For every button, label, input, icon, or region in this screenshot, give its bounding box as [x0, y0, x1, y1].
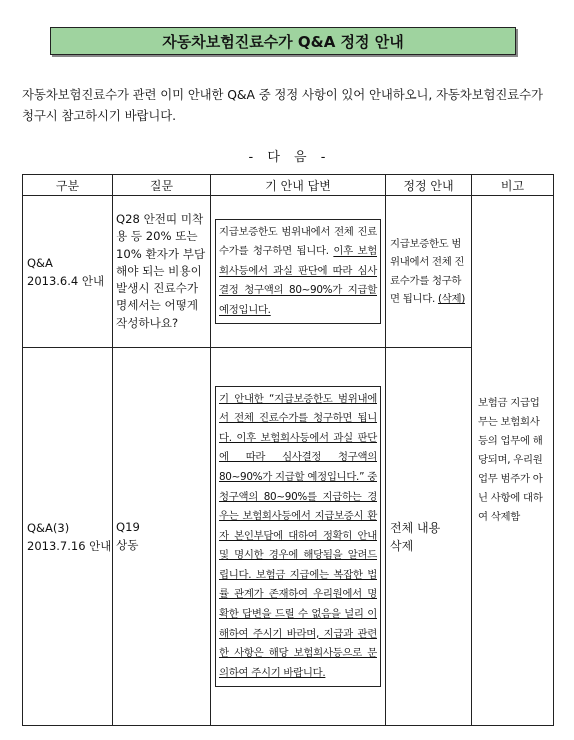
row2-correction-line2: 삭제: [390, 538, 414, 553]
row1-gubun-label: Q&A: [27, 255, 53, 270]
row1-correction: [386, 196, 472, 348]
row1-answer-box: [215, 219, 381, 325]
row1-gubun: [23, 196, 113, 348]
row2-gubun: [23, 348, 113, 726]
page-title: 자동차보험진료수가 Q&A 정정 안내: [50, 27, 516, 55]
row2-answer-box: 기 안내한 “지급보증한도 범위내에서 전체 진료수가를 청구하면 됩니다. 이후 보험회사등에서 과실 판단에 따라 심사결정 청구액의 80~90%가 지급할 예정입니다.” 중 청구액의 80~90%를 지급하는 경우는 보험회사등에서 지급보증시 환자 본인부담에 대하여 정확히 안내 및 명시한 경우에 해당됨을 알려드립니다. 보험금 지급에는 복잡한 법률 관계가 존재하여 우리원에서 명확한 답변을 드릴 수 없음을 널리 이해하여 주시기 바라며, 지급과 관련한 사항은 해당 보험회사등으로 문의하여 주시기 바랍니다.: [215, 386, 381, 688]
qa-correction-table: [22, 174, 554, 726]
header-question: 질문: [113, 175, 211, 196]
table-header-row: [23, 175, 554, 196]
row2-gubun-label: Q&A(3): [27, 520, 70, 535]
row1-question: Q28 안전띠 미착용 등 20% 또는 10% 환자가 부담해야 되는 비용이 발생시 진료수가 명세서는 어떻게 작성하나요?: [113, 196, 211, 348]
row2-gubun-date: 2013.7.16 안내: [27, 538, 112, 553]
row2-question: [113, 348, 211, 726]
row1-answer-underlined: 이후 보험회사등에서 과실 판단에 따라 심사결정 청구액의 80~90%가 지급할 예정입니다.: [219, 245, 377, 316]
row2-question-number: Q19: [116, 520, 140, 535]
header-gubun: 구분: [23, 175, 113, 196]
header-prior-answer: 기 안내 답변: [211, 175, 386, 196]
header-correction: 정정 안내: [386, 175, 472, 196]
table-row: [23, 196, 554, 348]
intro-paragraph: 자동차보험진료수가 관련 이미 안내한 Q&A 중 정정 사항이 있어 안내하오니, 자동차보험진료수가 청구시 참고하시기 바랍니다.: [22, 87, 543, 123]
row1-correction-deleted: (삭제): [437, 293, 465, 305]
row2-question-text: 상동: [116, 537, 139, 552]
row1-correction-text: 지급보증한도 범위내에서 전체 진료수가를 청구하면 됩니다.: [390, 237, 465, 305]
row1-prior-answer: [211, 196, 386, 348]
row1-answer-text: 지급보증한도 범위내에서 전체 진료수가를 청구하면 됩니다.: [219, 225, 377, 258]
row2-correction-line1: 전체 내용: [390, 520, 441, 535]
row1-gubun-date: 2013.6.4 안내: [27, 273, 105, 288]
row2-prior-answer: [211, 348, 386, 726]
header-note: 비고: [472, 175, 554, 196]
row2-correction: [386, 348, 472, 726]
section-heading: - 다 음 -: [248, 150, 326, 165]
note-cell: 보험금 지급업무는 보험회사등의 업무에 해당되며, 우리원 업무 범주가 아닌 사항에 대하여 삭제함: [472, 196, 554, 726]
